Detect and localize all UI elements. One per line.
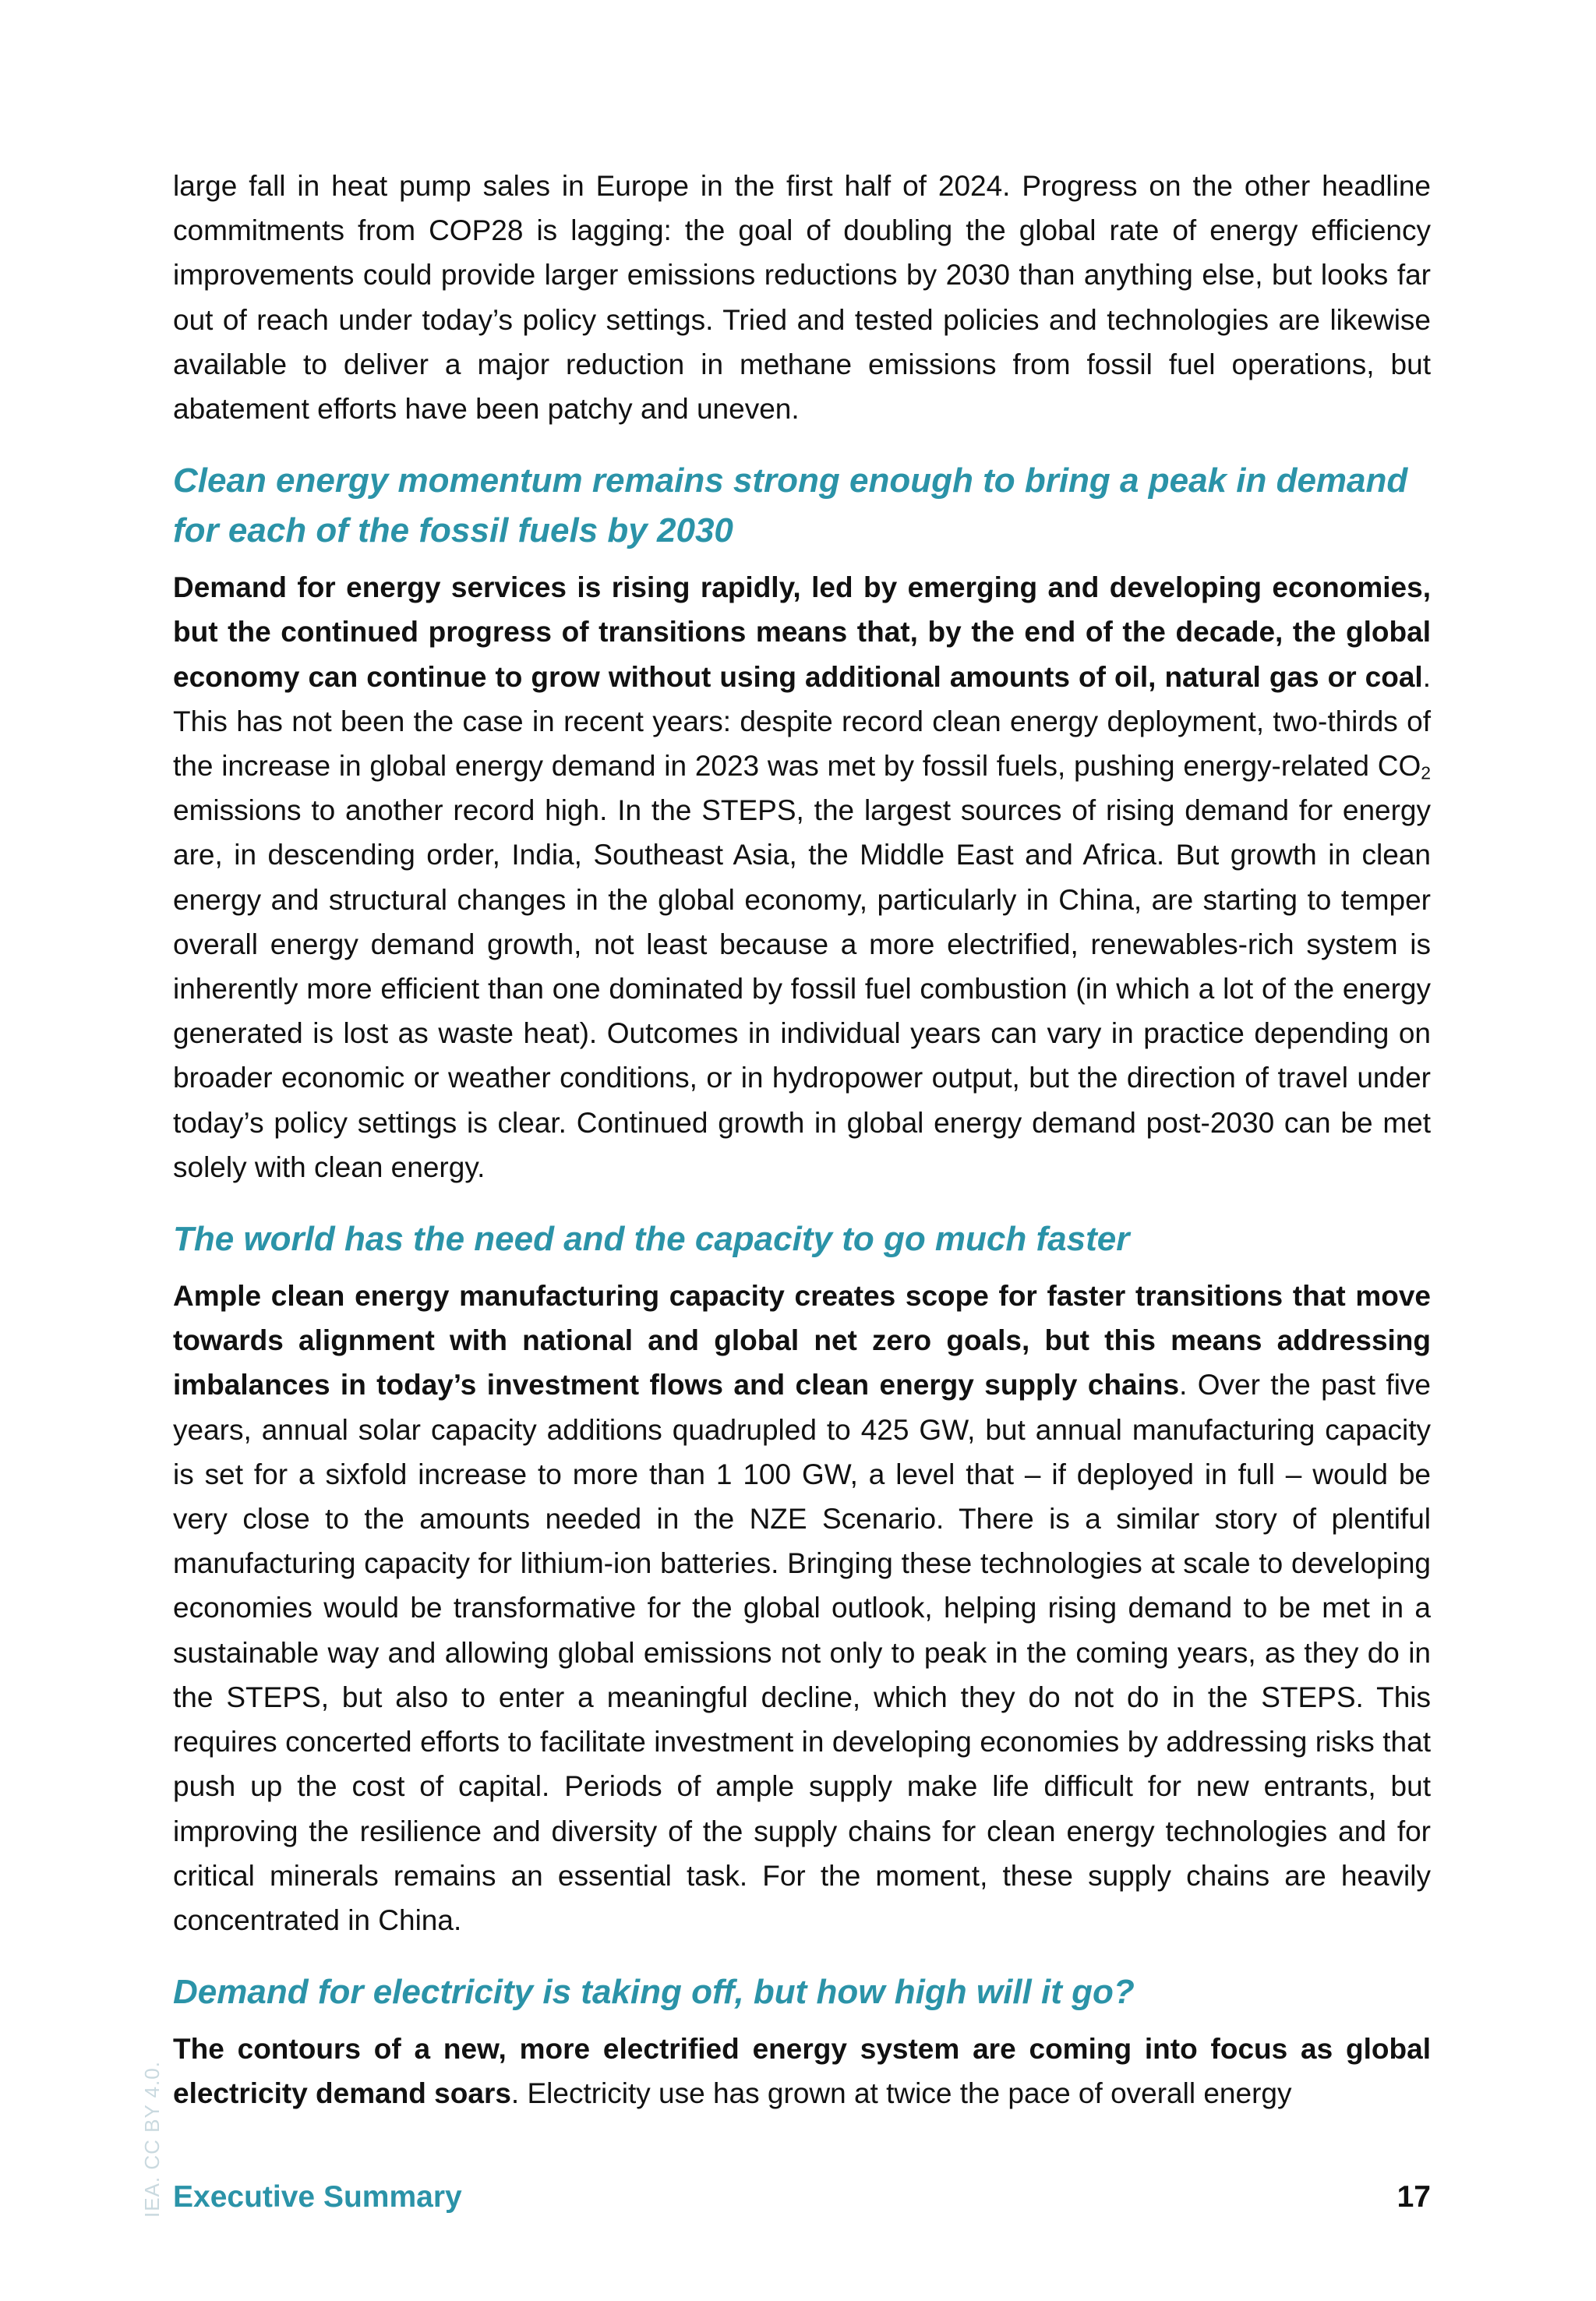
paragraph-text: emissions to another record high. In the STEPS, the largest sources of rising demand for energy are, in descending order, India, Southeast Asia, the Middle East and Africa. But growth in clean energy and structural changes in the global economy, particularly in China, are starting to temper overall energy demand growth, not least because a more electrified, renewables-rich system is inherently more efficient than one dominated by fossil fuel combustion (in which a lot of the energy generated is lost as waste heat). Outcomes in individual years can vary in practice depending on broader economic or weather conditions, or in hydropower output, but the direction of travel under today’s policy settings is clear. Continued growth in global energy demand post-2030 can be met solely with clean energy. [173,794,1431,1183]
page-body [173,164,1431,2116]
paragraph-text: . This has not been the case in recent years: despite record clean energy deployment, two-thirds of the increase in global energy demand in 2023 was met by fossil fuels, pushing energy-related CO [173,660,1431,783]
section-heading-need-and-capacity: The world has the need and the capacity to go much faster [173,1220,1130,1259]
lead-sentence: Demand for energy services is rising rapidly, led by emerging and developing economies, but the continued progress of transitions means that, by the end of the decade, the global economy can continue to grow without using additional amounts of oil, natural gas or coal [173,571,1431,693]
lead-sentence: Ample clean energy manufacturing capacity creates scope for faster transitions that move towards alignment with national and global net zero goals, but this means addressing imbalances in today’s investment flows and clean energy supply chains [173,1280,1431,1401]
co2-subscript: 2 [1421,762,1431,783]
paragraph-text: large fall in heat pump sales in Europe in the first half of 2024. Progress on the other headline commitments from COP28 is lagging: the goal of doubling the global rate of energy efficiency improvements could provide larger emissions reductions by 2030 than anything else, but looks far out of reach under today’s policy settings. Tried and tested policies and technologies are likewise available to deliver a major reduction in methane emissions from fossil fuel operations, but abatement efforts have been patchy and uneven. [173,170,1431,426]
section-heading-electricity-demand: Demand for electricity is taking off, but how high will it go? [173,1973,1135,2012]
section-heading-clean-energy-momentum: Clean energy momentum remains strong enough to bring a peak in demand for each of the fossil fuels by 2030 [173,461,1408,550]
lead-sentence: The contours of a new, more electrified energy system are coming into focus as global electricity demand soars [173,2033,1431,2110]
page-number: 17 [1396,2180,1431,2214]
paragraph-text: . Over the past five years, annual solar capacity additions quadrupled to 425 GW, but annual manufacturing capacity is set for a sixfold increase to more than 1 100 GW, a level that – if deployed in full – would be very close to the amounts needed in the NZE Scenario. There is a similar story of plentiful manufacturing capacity for lithium-ion batteries. Bringing these technologies at scale to developing economies would be transformative for the global outlook, helping rising demand to be met in a sustainable way and allowing global emissions not only to peak in the coming years, as they do in the STEPS, but also to enter a meaningful decline, which they do not do in the STEPS. This requires concerted efforts to facilitate investment in developing economies by addressing risks that push up the cost of capital. Periods of ample supply make life difficult for new entrants, but improving the resilience and diversity of the supply chains for clean energy technologies and for critical minerals remains an essential task. For the moment, these supply chains are heavily concentrated in China. [173,1369,1431,1936]
paragraph-energy-demand [173,565,1431,1189]
paragraph-heat-pump-commitments [173,164,1431,431]
footer-section-title: Executive Summary [173,2180,462,2214]
license-watermark: IEA. CC BY 4.0. [140,2061,164,2218]
paragraph-manufacturing-capacity [173,1274,1431,1942]
paragraph-text: . Electricity use has grown at twice the pace of overall energy [510,2077,1292,2110]
paragraph-electrified-system [173,2027,1431,2115]
